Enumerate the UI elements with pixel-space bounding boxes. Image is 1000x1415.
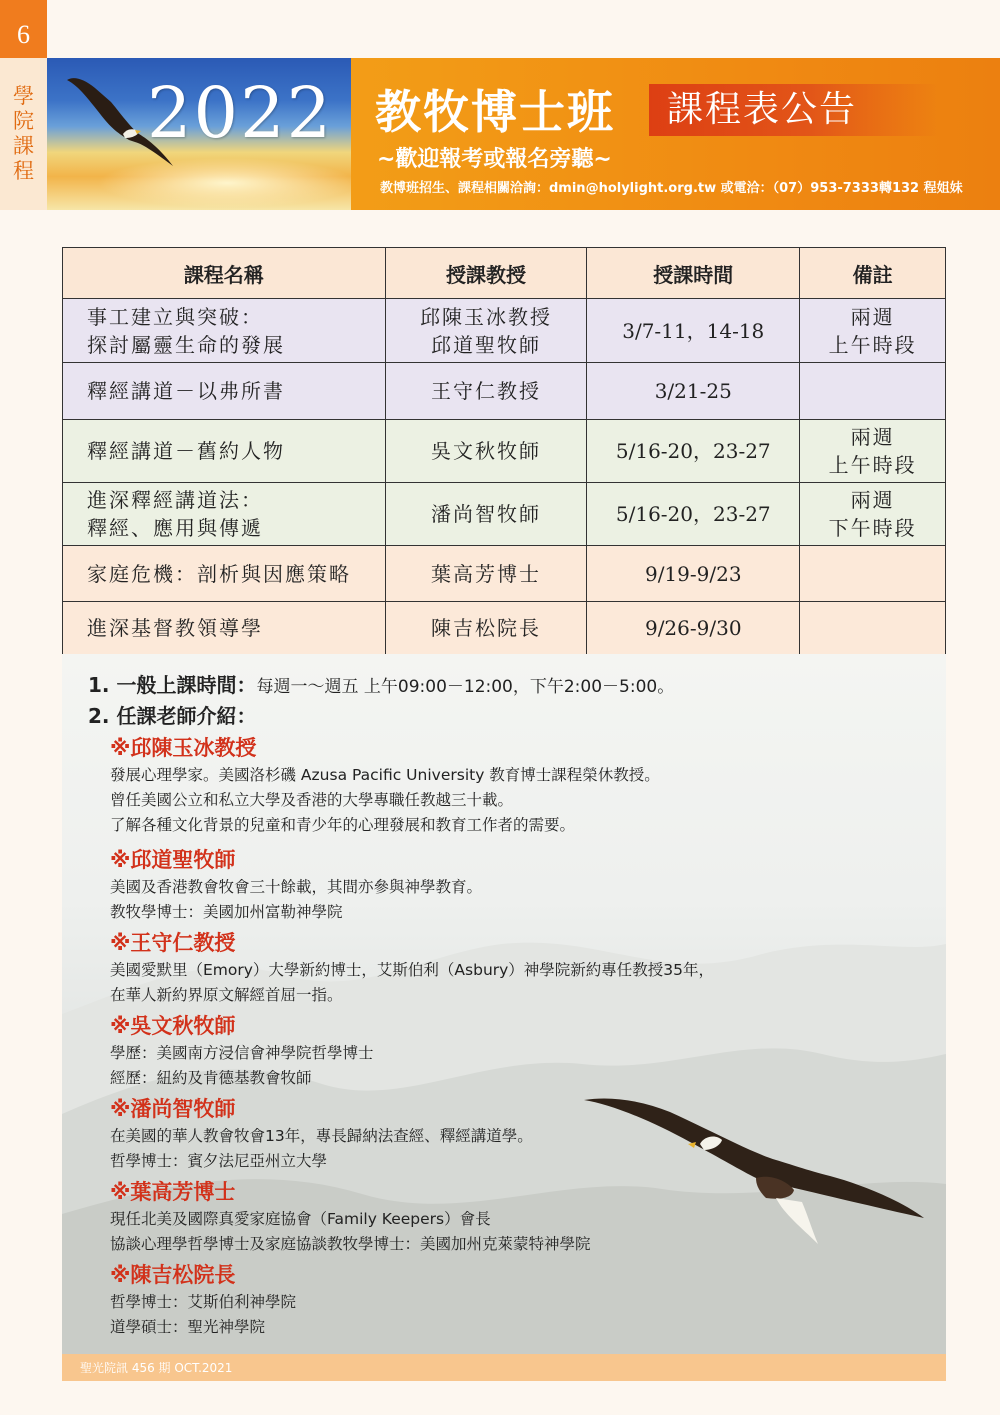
column-header: 課程名稱 [63, 248, 386, 299]
column-header: 授課教授 [385, 248, 587, 299]
table-row [63, 299, 946, 363]
course-name: 進深基督教領導學 [63, 602, 386, 655]
section-tab [0, 58, 47, 210]
section-tab-char: 學 [13, 84, 34, 108]
teacher-bio-line: 在華人新約界原文解經首屈一指。 [110, 986, 343, 1004]
teacher-bio-line: 美國及香港教會牧會三十餘載，其間亦參與神學教育。 [110, 878, 483, 896]
professor: 王守仁教授 [385, 363, 587, 420]
teacher-bio-line: 在美國的華人教會牧會13年，專長歸納法查經、釋經講道學。 [110, 1127, 533, 1145]
footer-bar [62, 1354, 946, 1381]
title-tag: 課程表公告 [649, 84, 939, 136]
contact-info: 教博班招生、課程相關洽詢：dmin@holylight.org.tw 或電洽：（07）953-7333轉132 程姐妹 [380, 181, 963, 196]
page-title: 教牧博士班 [375, 85, 615, 139]
subtitle: ~歡迎報考或報名旁聽~ [377, 147, 612, 172]
teacher-bio-line: 協談心理學哲學博士及家庭協談教牧學博士：美國加州克萊蒙特神學院 [110, 1235, 591, 1253]
professor-line: 邱道聖牧師 [431, 332, 542, 357]
course-time: 3/7-11，14-18 [587, 299, 800, 363]
teacher-bio-line: 曾任美國公立和私立大學及香港的大學專職任教越三十載。 [110, 791, 514, 809]
teacher-bio-line: 學歷：美國南方浸信會神學院哲學博士 [110, 1044, 374, 1062]
teacher-bio-line: 哲學博士：賓夕法尼亞州立大學 [110, 1152, 328, 1170]
column-header: 授課時間 [587, 248, 800, 299]
sky-sunset-image [47, 58, 351, 210]
teacher-bio [110, 732, 946, 838]
teacher-name: ※潘尚智牧師 [110, 1097, 236, 1121]
course-name [63, 299, 386, 363]
note-line: 兩週 [850, 425, 895, 449]
section-tab-char: 程 [13, 159, 34, 183]
professor [385, 299, 587, 363]
table-row [63, 363, 946, 420]
course-time: 5/16-20，23-27 [587, 420, 800, 483]
note-line: 上午時段 [828, 332, 917, 357]
teacher-bio [110, 1093, 946, 1174]
note-line: 下午時段 [828, 516, 917, 540]
teacher-bio [110, 1176, 946, 1257]
table-row [63, 483, 946, 546]
teacher-bio-line: 了解各種文化背景的兒童和青少年的心理發展和教育工作者的需要。 [110, 816, 576, 834]
course-time: 3/21-25 [587, 363, 800, 420]
teacher-bio [110, 844, 946, 925]
teacher-name: ※葉高芳博士 [110, 1180, 236, 1204]
table-row [63, 420, 946, 483]
course-time: 9/26-9/30 [587, 602, 800, 655]
teacher-bio [110, 1259, 946, 1340]
note-line: 兩週 [850, 304, 895, 329]
note [800, 546, 946, 602]
note-line: 兩週 [850, 488, 895, 512]
note [800, 299, 946, 363]
class-time-label: 1. 一般上課時間： [88, 673, 257, 697]
section-tab-char: 課 [13, 134, 34, 158]
professor: 吳文秋牧師 [385, 420, 587, 483]
course-name-line: 進深釋經講道法： [87, 488, 263, 512]
section-tab-char: 院 [13, 109, 34, 133]
course-name: 釋經講道－舊約人物 [63, 420, 386, 483]
course-time: 9/19-9/23 [587, 546, 800, 602]
course-name-line: 探討屬靈生命的發展 [87, 332, 285, 357]
footer-text: 聖光院訊 456 期 OCT.2021 [80, 1361, 233, 1375]
note [800, 363, 946, 420]
course-time: 5/16-20，23-27 [587, 483, 800, 546]
info-panel [62, 654, 946, 1354]
course-schedule-table [62, 247, 946, 655]
table-row [63, 602, 946, 655]
teacher-bio [110, 927, 946, 1008]
professor: 葉高芳博士 [385, 546, 587, 602]
professor: 陳吉松院長 [385, 602, 587, 655]
year-title: 2022 [147, 72, 334, 154]
course-name: 家庭危機：剖析與因應策略 [63, 546, 386, 602]
header-banner [47, 58, 1000, 210]
note [800, 483, 946, 546]
professor: 潘尚智牧師 [385, 483, 587, 546]
teacher-bio-line: 發展心理學家。美國洛杉磯 Azusa Pacific University 教育博士課程榮休教授。 [110, 766, 660, 784]
page-number: 6 [0, 0, 47, 58]
teacher-bio-line: 現任北美及國際真愛家庭協會（Family Keepers）會長 [110, 1210, 491, 1228]
teacher-name: ※邱陳玉冰教授 [110, 736, 257, 760]
course-name-line: 釋經、應用與傳遞 [87, 516, 263, 540]
teacher-bio-line: 哲學博士：艾斯伯利神學院 [110, 1293, 297, 1311]
teacher-name: ※邱道聖牧師 [110, 848, 236, 872]
table-row [63, 546, 946, 602]
teacher-bio [110, 1010, 946, 1091]
column-header: 備註 [800, 248, 946, 299]
course-info [62, 654, 946, 1340]
teacher-bio-line: 經歷：紐約及肯德基教會牧師 [110, 1069, 312, 1087]
course-name: 釋經講道－以弗所書 [63, 363, 386, 420]
teacher-bio-line: 教牧學博士：美國加州富勒神學院 [110, 903, 343, 921]
table-header-row [63, 248, 946, 299]
teacher-bio-line: 美國愛默里（Emory）大學新約博士，艾斯伯利（Asbury）神學院新約專任教授35年， [110, 961, 715, 979]
note-line: 上午時段 [828, 453, 917, 477]
teacher-name: ※吳文秋牧師 [110, 1014, 236, 1038]
teacher-bio-line: 道學碩士：聖光神學院 [110, 1318, 266, 1336]
note [800, 602, 946, 655]
teacher-name: ※王守仁教授 [110, 931, 236, 955]
class-time-info [88, 670, 946, 701]
class-time-text: 每週一～週五 上午09:00－12:00，下午2:00－5:00。 [256, 677, 675, 697]
course-name [63, 483, 386, 546]
teacher-intro-heading: 2. 任課老師介紹： [88, 704, 257, 728]
professor-line: 邱陳玉冰教授 [420, 304, 553, 329]
course-name-line: 事工建立與突破： [87, 304, 263, 329]
teacher-name: ※陳吉松院長 [110, 1263, 236, 1287]
note [800, 420, 946, 483]
